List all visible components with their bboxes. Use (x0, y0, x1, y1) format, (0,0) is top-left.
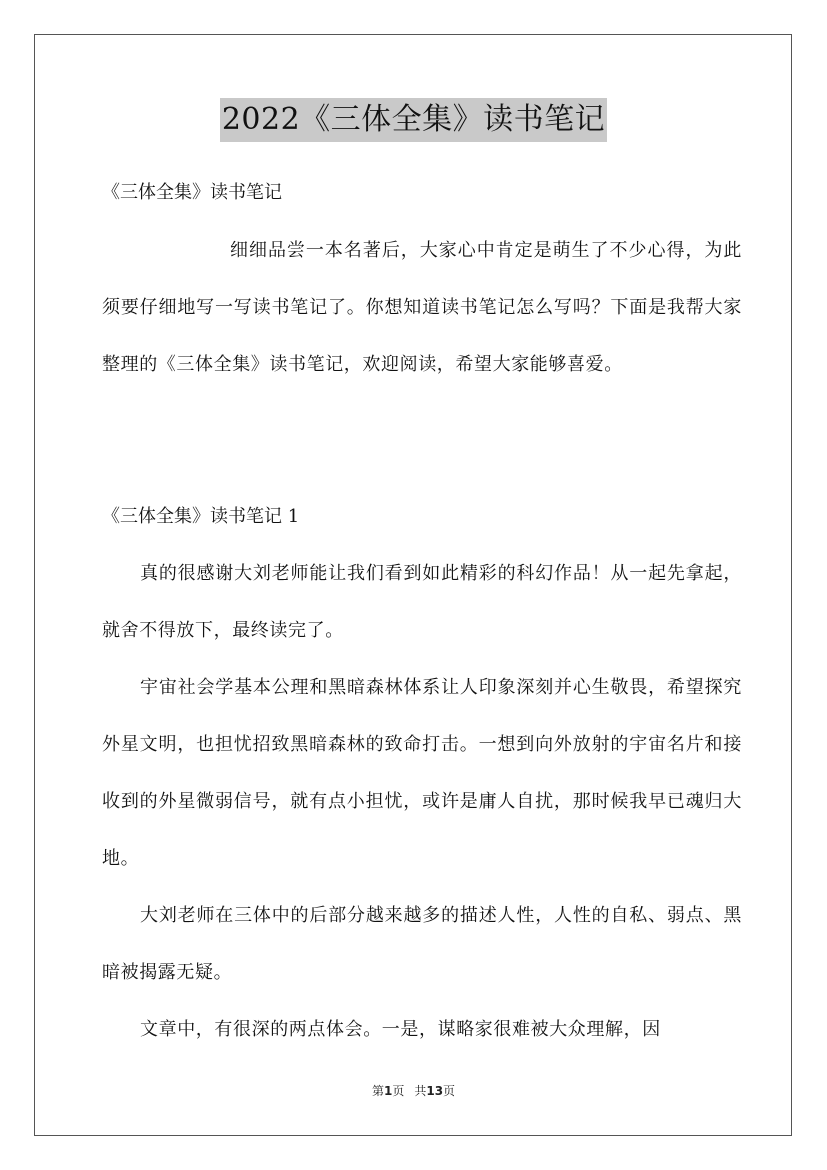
document-subtitle: 《三体全集》读书笔记 (102, 182, 282, 203)
total-pages: 13 (426, 1084, 444, 1098)
paragraph: 大刘老师在三体中的后部分越来越多的描述人性，人性的自私、弱点、黑暗被揭露无疑。 (102, 905, 742, 983)
intro-paragraph: 细细品尝一本名著后，大家心中肯定是萌生了不少心得，为此须要仔细地写一写读书笔记了。你想知道读书笔记怎么写吗？下面是我帮大家整理的《三体全集》读书笔记，欢迎阅读，希望大家能够喜爱。 (102, 240, 742, 375)
page-prefix: 第 (371, 1084, 384, 1098)
document-title: 2022《三体全集》读书笔记 (220, 98, 607, 142)
total-suffix: 页 (443, 1084, 456, 1098)
paragraph: 真的很感谢大刘老师能让我们看到如此精彩的科幻作品！从一起先拿起，就舍不得放下，最终读完了。 (102, 563, 742, 641)
paragraph: 宇宙社会学基本公理和黑暗森林体系让人印象深刻并心生敬畏，希望探究外星文明，也担忧招致黑暗森林的致命打击。一想到向外放射的宇宙名片和接收到的外星微弱信号，就有点小担忧，或许是庸人自扰，那时候我早已魂归大地。 (102, 677, 742, 869)
paragraph: 文章中，有很深的两点体会。一是，谋略家很难被大众理解，因 (140, 1019, 661, 1040)
section-content (102, 545, 742, 1058)
page-number: 1 (383, 1084, 393, 1098)
section-heading: 《三体全集》读书笔记 1 (102, 506, 300, 527)
page-footer (0, 1082, 827, 1099)
page-suffix: 页 (392, 1084, 405, 1098)
title-container (0, 98, 827, 142)
total-prefix: 共 (414, 1084, 427, 1098)
